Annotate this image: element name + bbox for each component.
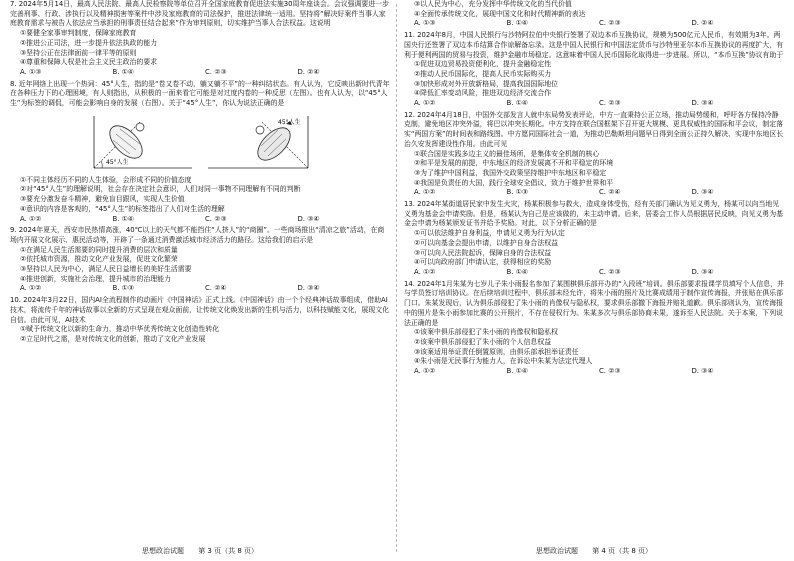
option: ④朱小雨是无民事行为能力人，在诉讼中朱某为法定代理人 [414,357,593,366]
choice-b[interactable]: B. ①③ [506,188,528,197]
answer-choices [10,284,390,294]
footer-page-number: 第 4 页（共 8 页） [592,547,653,556]
option: ③以人民为中心，充分发挥中华传统文化的当代价值 [414,0,572,8]
footer-subject: 思想政治试题 [535,547,578,556]
exam-page-4 [404,0,784,561]
option: ③要充分激发奋斗精神，避免盲目跟风，实现人生价值 [20,195,185,204]
question-stem: 9. 2024年夏天，西安市民热情高涨，40℃以上的天气都不能挡住“人挤人”的“商圈”。一些商场推出“清凉之旅”活动，在商场内开展文化展示、惠民活动等，开辟了一条通过消费激活城市经济活力的路径。这给我们的启示是 [10,226,385,244]
option: ②推进公正司法，进一步提升依法执政的能力 [20,38,158,47]
option: ①要健全家事审判制度，保障家庭教育 [20,29,137,38]
choice-a[interactable]: A. ①② [414,267,436,276]
choice-d[interactable]: D. ③④ [297,284,320,293]
option: ④降低汇率变动风险，推进双边经济交流合作 [414,89,552,98]
question-stem: 11. 2024年8月，中国人民银行与沙特阿拉伯中央银行签署了双边本币互换协议，规模为500亿元人民币，有效期为3年。两国央行还签署了双边本币结算合作谅解备忘录。这是中国人民银行和中国法定货币与沙特里亚尔本币互换协议的再度扩大，有利于便利两国的贸易与投资，维护金融市场稳定。这意味着中国人民币国际化取得进一步进展。所以，“本币互换”协议有助于 [404,31,784,59]
option: ①该案中俱乐部侵犯了朱小雨的肖像权和隐私权 [414,328,558,337]
choice-c[interactable]: C. ②③ [205,67,227,76]
page-footer [404,547,784,557]
option: ②推动人民币国际化，提高人民币实际购买力 [414,69,552,78]
choice-b[interactable]: B. ①③ [112,284,134,293]
question-stem: 14. 2024年1月朱某为七岁儿子朱小雨报名参加了某围棋俱乐部开办的“入段班”培训。俱乐部要求报课学员填写个人信息，并与学员签订培训协议。在后续培训过程中，俱乐部未经允许，将朱小雨的照片及比赛成绩用于制作宣传海报，并张贴在俱乐部门口。朱某发现后，认为俱乐部侵犯了朱小雨的肖像权与隐私权，要求俱乐部撤下海报并赔礼道歉。俱乐部则认为，宣传海报中的照片是朱小雨参加比赛的公开照片，不存在侵权行为。朱某多次与俱乐部协商未果，遂诉至人民法院。关于本案，下列说法正确的是 [404,279,784,327]
choice-c[interactable]: C. ②④ [599,188,621,197]
choice-b[interactable]: B. ①④ [506,99,528,108]
footer-subject: 思想政治试题 [141,547,184,556]
choice-b[interactable]: B. ①④ [506,19,528,28]
choice-a[interactable]: A. ①③ [20,67,42,76]
footer-page-number: 第 3 页（共 8 页） [198,547,259,556]
figure-label: 45°人生 [278,118,301,126]
exam-page-3 [10,0,390,561]
question-12 [404,111,784,198]
choice-b[interactable]: B. ①④ [506,267,528,276]
option: ②和平是发展的前提，中东地区的经济发展离不开和平稳定的环境 [414,159,614,168]
choice-a[interactable]: A. ①② [20,284,42,293]
choice-a[interactable]: A. ①③ [414,19,436,28]
cartoon-left-figure [80,112,200,174]
choice-a[interactable]: A. ①② [414,188,436,197]
choice-d[interactable]: D. ③④ [297,214,320,223]
choice-d[interactable]: D. ③④ [691,188,714,197]
answer-choices [404,367,784,377]
option: ④尊重和保障人权是社会主义民主政治的要求 [20,58,158,67]
option: ①在满足人民生活需要的同时提升消费的层次和质量 [20,245,178,254]
question-10-continued [404,0,784,29]
option: ③为了维护中国利益，我国外交政策坚持维护中东地区和平稳定 [414,168,607,177]
option: ②依托城市资源，推动文化产业发展，促进文化繁荣 [20,255,178,264]
answer-choices [404,19,784,29]
option: ②立足时代之需，是对传统文化的创新，推动了文化产业发展 [20,334,206,343]
answer-choices [10,68,390,78]
option: ①促进双边贸易投资便利化，提升金融稳定性 [414,60,552,69]
answer-choices [404,99,784,109]
question-9 [10,226,390,294]
question-14 [404,280,784,377]
option: ①可以依法维护自身利益，申请见义勇为行为认定 [414,229,565,238]
option: ①赋予传统文化以新的生命力，推动中华优秀传统文化创造性转化 [20,325,220,334]
question-8 [10,80,390,225]
choice-d[interactable]: D. ③④ [691,367,714,376]
choice-c[interactable]: C. ②④ [205,284,227,293]
option: ③可以向人民法院起诉，保障自身的合法权益 [414,248,552,257]
answer-choices [404,268,784,278]
choice-b[interactable]: B. ①④ [112,67,134,76]
option: ③加快形成对外开放新格局，提高我国国际地位 [414,79,558,88]
option: ④我国是负责任的大国，践行全球安全倡议，致力于维护世界和平 [414,178,614,187]
option: ③该案适用举证责任倒置原则，由俱乐部承担举证责任 [414,347,579,356]
option: ①不同主体经历不同的人生体验，会形成不同的价值态度 [20,175,192,184]
choice-b[interactable]: B. ①④ [112,214,134,223]
cartoon-right-figure [200,112,320,174]
choice-c[interactable]: C. ②③ [599,267,621,276]
question-stem: 13. 2024年某街道居民家中发生火灾，杨某积极参与救火，造成身体受伤，经有关部门确认为见义勇为，杨某可以向当地见义勇为基金会申请奖励。但是，杨某认为自己是应该做的，未主动申请。后来，居委会工作人员根据居民反映，向见义勇为基金会申请为杨某颁发证书并给予奖励。对此，以下分析正确的是 [404,200,783,228]
option: ③坚持公正在法律面前一律平等的原则 [20,48,137,57]
question-8-figures [10,112,390,174]
option: ②对“45°人生”的理解说明，社会存在决定社会意识，人们对同一事物不同理解有不同的判断 [20,185,301,194]
choice-c[interactable]: C. ②③ [599,19,621,28]
question-stem: 12. 2024年4月18日，中国外交部发言人就中东局势发表评论，中方一直秉持公正立场，推动局势缓和，呼吁各方保持冷静克制，避免地区冲突外溢，将巴以冲突长期化。中方支持在联合国框架下召开更大规模、更具权威性的国际和平会议，制定落实“两国方案”的时间表和路线图。中方愿同国际社会一道，为推动巴勒斯坦问题早日得到全面公正持久解决、实现中东地区长治久安发挥建设性作用。由此可见 [404,110,784,148]
choice-a[interactable]: A. ①② [20,214,42,223]
page-divider [396,4,397,552]
choice-d[interactable]: D. ②④ [691,19,714,28]
question-7 [10,0,390,78]
choice-a[interactable]: A. ①② [414,367,436,376]
answer-choices [404,188,784,198]
choice-d[interactable]: D. ②④ [297,67,320,76]
choice-a[interactable]: A. ①② [414,99,436,108]
option: ④全面传承传统文化，展现中国文化和时代精神新的表达 [414,9,586,18]
figure-label: 45°人生 [106,158,129,166]
question-10 [10,296,390,345]
question-stem: 10. 2024年3月22日，国内AI全流程制作的动画片《中国神话》正式上线。《中国神话》由一个个经典神话故事组成，借助AI技术，将流传千年的神话故事以全新的方式呈现在观众面前，让传统文化焕发出新的生机与活力，以科技赋能文化，展现文化自信。由此可见，AI技术 [10,296,389,324]
question-stem: 8. 近年网络上出现一个热词：45°人生，指的是“卷又卷不动，躺又躺不平”的一种纠结状态。有人认为，它反映出新时代青年在各种压力下的心理困境，有人则指出，从积极的一面来看它可能是对过度内卷的一种反思（左图）。也有人认为，以“45°人生”为标签的调侃，可能会影响自身的发展（右图）。关于“45°人生”，你认为说法正确的是 [10,79,390,108]
choice-d[interactable]: D. ③④ [691,99,714,108]
choice-c[interactable]: C. ②③ [205,214,227,223]
option: ④推进创新，实施社会治理，提升城市的治理能力 [20,274,171,283]
option: ③坚持以人民为中心，满足人民日益增长的美好生活需要 [20,265,192,274]
option: ④意识的内容是客观的，“45°人生”的标签指出了人们对生活的理解 [20,204,225,213]
choice-c[interactable]: C. ②③ [599,99,621,108]
question-11 [404,31,784,109]
question-stem: 7. 2024年5月14日，最高人民法院、最高人民检察院等单位召开全国家庭教育促进法实施30周年座谈会。会议强调要进一步完善刑事、行政、涉执行以及精神损害等案件中涉及家庭教育的司法保护，推进法律统一适用。坚持将“解决好案件当事人家庭教育需求与被告人依法应当承担的刑事责任结合起来”作为审判原则，切实维护当事人合法权益。这说明 [10,0,389,28]
question-13 [404,200,784,278]
choice-b[interactable]: B. ①④ [506,367,528,376]
answer-choices [10,215,390,225]
option: ②可以向基金会提出申请，以维护自身合法权益 [414,238,558,247]
option: ①联合国是实践多边主义的最佳场所，是集体安全机制的核心 [414,149,600,158]
choice-c[interactable]: C. ②③ [599,367,621,376]
option: ②该案中俱乐部侵犯了朱小雨的个人信息权益 [414,337,552,346]
page-footer [10,547,390,557]
choice-d[interactable]: D. ③④ [691,267,714,276]
option: ④可以向政府部门申请认定，获得相应的奖励 [414,258,552,267]
